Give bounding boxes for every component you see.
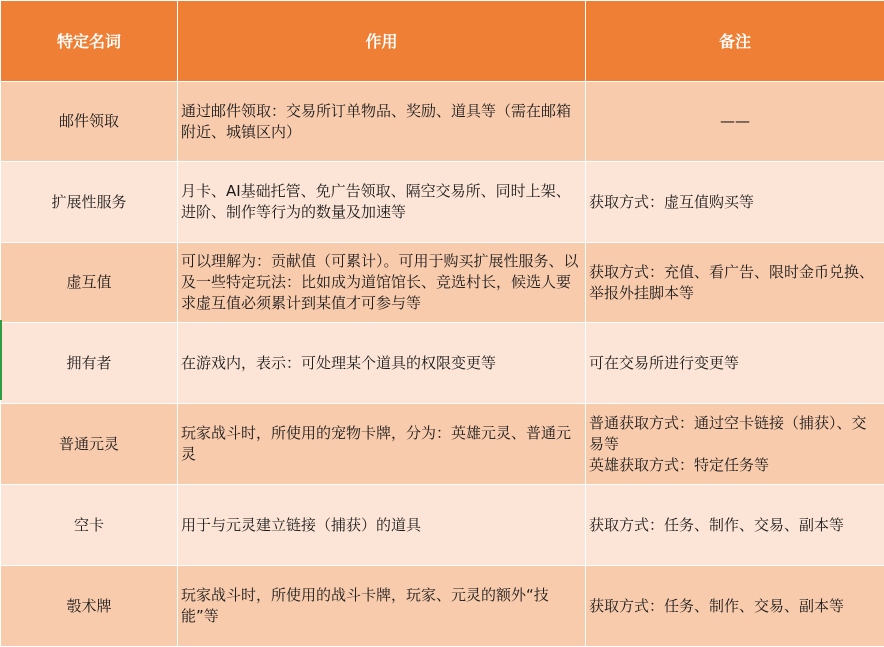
table-row bbox=[1, 323, 884, 404]
term-cell: 虚互值 bbox=[1, 243, 178, 323]
note-cell bbox=[586, 404, 884, 485]
term-cell: 拥有者 bbox=[1, 323, 178, 404]
table-row bbox=[1, 243, 884, 323]
effect-cell: 通过邮件领取：交易所订单物品、奖励、道具等（需在邮箱附近、城镇区内） bbox=[178, 82, 586, 162]
header-row bbox=[1, 1, 884, 82]
note-cell: 获取方式：任务、制作、交易、副本等 bbox=[586, 566, 884, 647]
header-note: 备注 bbox=[586, 1, 884, 82]
table-row bbox=[1, 485, 884, 566]
header-term: 特定名词 bbox=[1, 1, 178, 82]
effect-cell: 玩家战斗时，所使用的战斗卡牌，玩家、元灵的额外“技能”等 bbox=[178, 566, 586, 647]
effect-cell: 在游戏内，表示：可处理某个道具的权限变更等 bbox=[178, 323, 586, 404]
selection-edge-marker bbox=[0, 320, 2, 400]
term-cell: 普通元灵 bbox=[1, 404, 178, 485]
table-row bbox=[1, 566, 884, 647]
table-row bbox=[1, 404, 884, 485]
effect-cell: 玩家战斗时，所使用的宠物卡牌，分为：英雄元灵、普通元灵 bbox=[178, 404, 586, 485]
note-line-hero: 英雄获取方式：特定任务等 bbox=[589, 455, 881, 476]
table-row bbox=[1, 162, 884, 243]
note-cell: 获取方式：任务、制作、交易、副本等 bbox=[586, 485, 884, 566]
effect-cell: 用于与元灵建立链接（捕获）的道具 bbox=[178, 485, 586, 566]
note-cell: —— bbox=[586, 82, 884, 162]
effect-cell: 可以理解为：贡献值（可累计）。可用于购买扩展性服务、以及一些特定玩法：比如成为道馆馆长、竞选村长，候选人要求虚互值必须累计到某值才可参与等 bbox=[178, 243, 586, 323]
term-cell: 扩展性服务 bbox=[1, 162, 178, 243]
note-cell: 获取方式：虚互值购买等 bbox=[586, 162, 884, 243]
effect-cell: 月卡、AI基础托管、免广告领取、隔空交易所、同时上架、进阶、制作等行为的数量及加速等 bbox=[178, 162, 586, 243]
header-effect: 作用 bbox=[178, 1, 586, 82]
note-cell: 可在交易所进行变更等 bbox=[586, 323, 884, 404]
term-cell: 彀术牌 bbox=[1, 566, 178, 647]
note-line-normal: 普通获取方式：通过空卡链接（捕获）、交易等 bbox=[589, 413, 881, 455]
note-cell: 获取方式：充值、看广告、限时金币兑换、举报外挂脚本等 bbox=[586, 243, 884, 323]
term-cell: 邮件领取 bbox=[1, 82, 178, 162]
table-row bbox=[1, 82, 884, 162]
term-cell: 空卡 bbox=[1, 485, 178, 566]
